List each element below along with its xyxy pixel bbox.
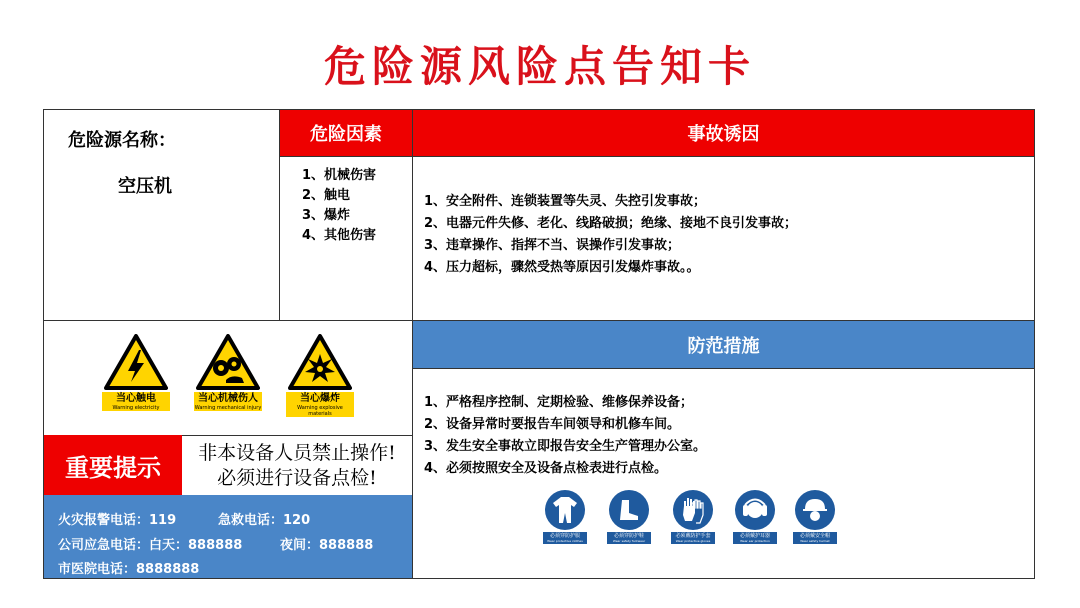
hazard-name-label: 危险源名称： [68, 130, 176, 151]
hospital-label: 市医院电话： [58, 562, 137, 577]
ambulance-number: 120 [283, 513, 311, 528]
list-item: 2、电器元件失修、老化、线路破损；绝缘、接地不良引发事故； [424, 216, 798, 231]
list-item: 2、触电 [302, 188, 351, 203]
list-item: 4、其他伤害 [302, 228, 377, 243]
company-night-phone [280, 534, 373, 553]
ppe-sign-helmet [793, 490, 837, 544]
company-day-label: 公司应急电话：白天： [58, 538, 189, 553]
ppe-sublabel: Wear protective clothes [547, 539, 583, 543]
mechanical-injury-icon [196, 334, 260, 390]
fire-alarm-phone [58, 509, 176, 528]
safety-helmet-icon [795, 490, 835, 530]
preventive-measures-header: 防范措施 [413, 321, 1034, 368]
list-item: 3、爆炸 [302, 208, 351, 223]
sign-sublabel: Warning mechanical injury [194, 405, 262, 411]
tip-line: 非本设备人员禁止操作! [198, 441, 396, 464]
accident-causes-header: 事故诱因 [413, 110, 1034, 156]
important-tip-text [182, 435, 412, 495]
protective-clothing-icon [545, 490, 585, 530]
company-day-phone [58, 534, 242, 553]
ppe-label: 必须戴防护手套 [675, 533, 711, 539]
ear-protection-icon [735, 490, 775, 530]
risk-factors-header: 危险因素 [280, 110, 412, 156]
fire-alarm-number: 119 [149, 513, 177, 528]
company-day-number: 888888 [188, 538, 243, 553]
divider [280, 156, 1034, 157]
ppe-sublabel: Wear protective gloves [675, 539, 711, 543]
ppe-sign-footwear [607, 490, 651, 544]
list-item: 4、压力超标，骤然受热等原因引发爆炸事故。。 [424, 260, 700, 275]
hazard-name-value: 空压机 [118, 176, 172, 197]
electric-shock-icon [104, 334, 168, 390]
preventive-measures-list [424, 392, 706, 480]
list-item: 2、设备异常时要报告车间领导和机修车间。 [424, 417, 681, 432]
sign-label: 当心触电 [116, 393, 156, 404]
gloves-icon [673, 490, 713, 530]
hospital-number: 8888888 [136, 562, 200, 577]
ppe-sign-clothing [543, 490, 587, 544]
list-item: 3、发生安全事故立即报告安全生产管理办公室。 [424, 439, 707, 454]
ambulance-phone [218, 509, 310, 528]
company-night-number: 888888 [319, 538, 374, 553]
explosion-icon [288, 334, 352, 390]
list-item: 1、安全附件、连锁装置等失灵、失控引发事故； [424, 194, 707, 209]
sign-label: 当心爆炸 [300, 393, 340, 404]
ppe-label: 必须戴护耳器 [739, 533, 770, 539]
ppe-label: 必须穿防护服 [549, 533, 580, 539]
important-tip-header: 重要提示 [44, 435, 182, 495]
hospital-phone [58, 558, 199, 577]
fire-alarm-label: 火灾报警电话： [58, 513, 150, 528]
tip-line: 必须进行设备点检! [217, 466, 377, 489]
ppe-label: 必须穿防护鞋 [613, 533, 644, 539]
list-item: 4、必须按照安全及设备点检表进行点检。 [424, 461, 668, 476]
company-night-label: 夜间： [280, 538, 320, 553]
sign-label: 当心机械伤人 [198, 393, 258, 404]
safety-boots-icon [609, 490, 649, 530]
list-item: 3、违章操作、指挥不当、误操作引发事故； [424, 238, 681, 253]
ppe-sublabel: Wear safety footwear [612, 539, 646, 543]
notice-card [43, 109, 1035, 579]
ambulance-label: 急救电话： [218, 513, 284, 528]
list-item: 1、严格程序控制、定期检验、维修保养设备； [424, 395, 694, 410]
warning-sign-electric [102, 334, 170, 411]
sign-sublabel: Warning explosive materials [297, 405, 343, 417]
ppe-sign-ear [733, 490, 777, 544]
sign-sublabel: Warning electricity [112, 405, 160, 411]
ppe-sublabel: Wear ear protection [740, 539, 770, 543]
ppe-sublabel: Wear safety helmet [800, 539, 830, 543]
ppe-sign-gloves [671, 490, 715, 544]
divider [413, 368, 1034, 369]
warning-sign-explosion [286, 334, 354, 417]
risk-factors-list [302, 166, 376, 246]
warning-sign-mechanical [194, 334, 262, 411]
emergency-contacts [44, 495, 412, 578]
list-item: 1、机械伤害 [302, 168, 377, 183]
accident-causes-list [424, 191, 797, 279]
page-title: 危险源风险点告知卡 [323, 42, 756, 91]
ppe-label: 必须戴安全帽 [799, 533, 830, 539]
